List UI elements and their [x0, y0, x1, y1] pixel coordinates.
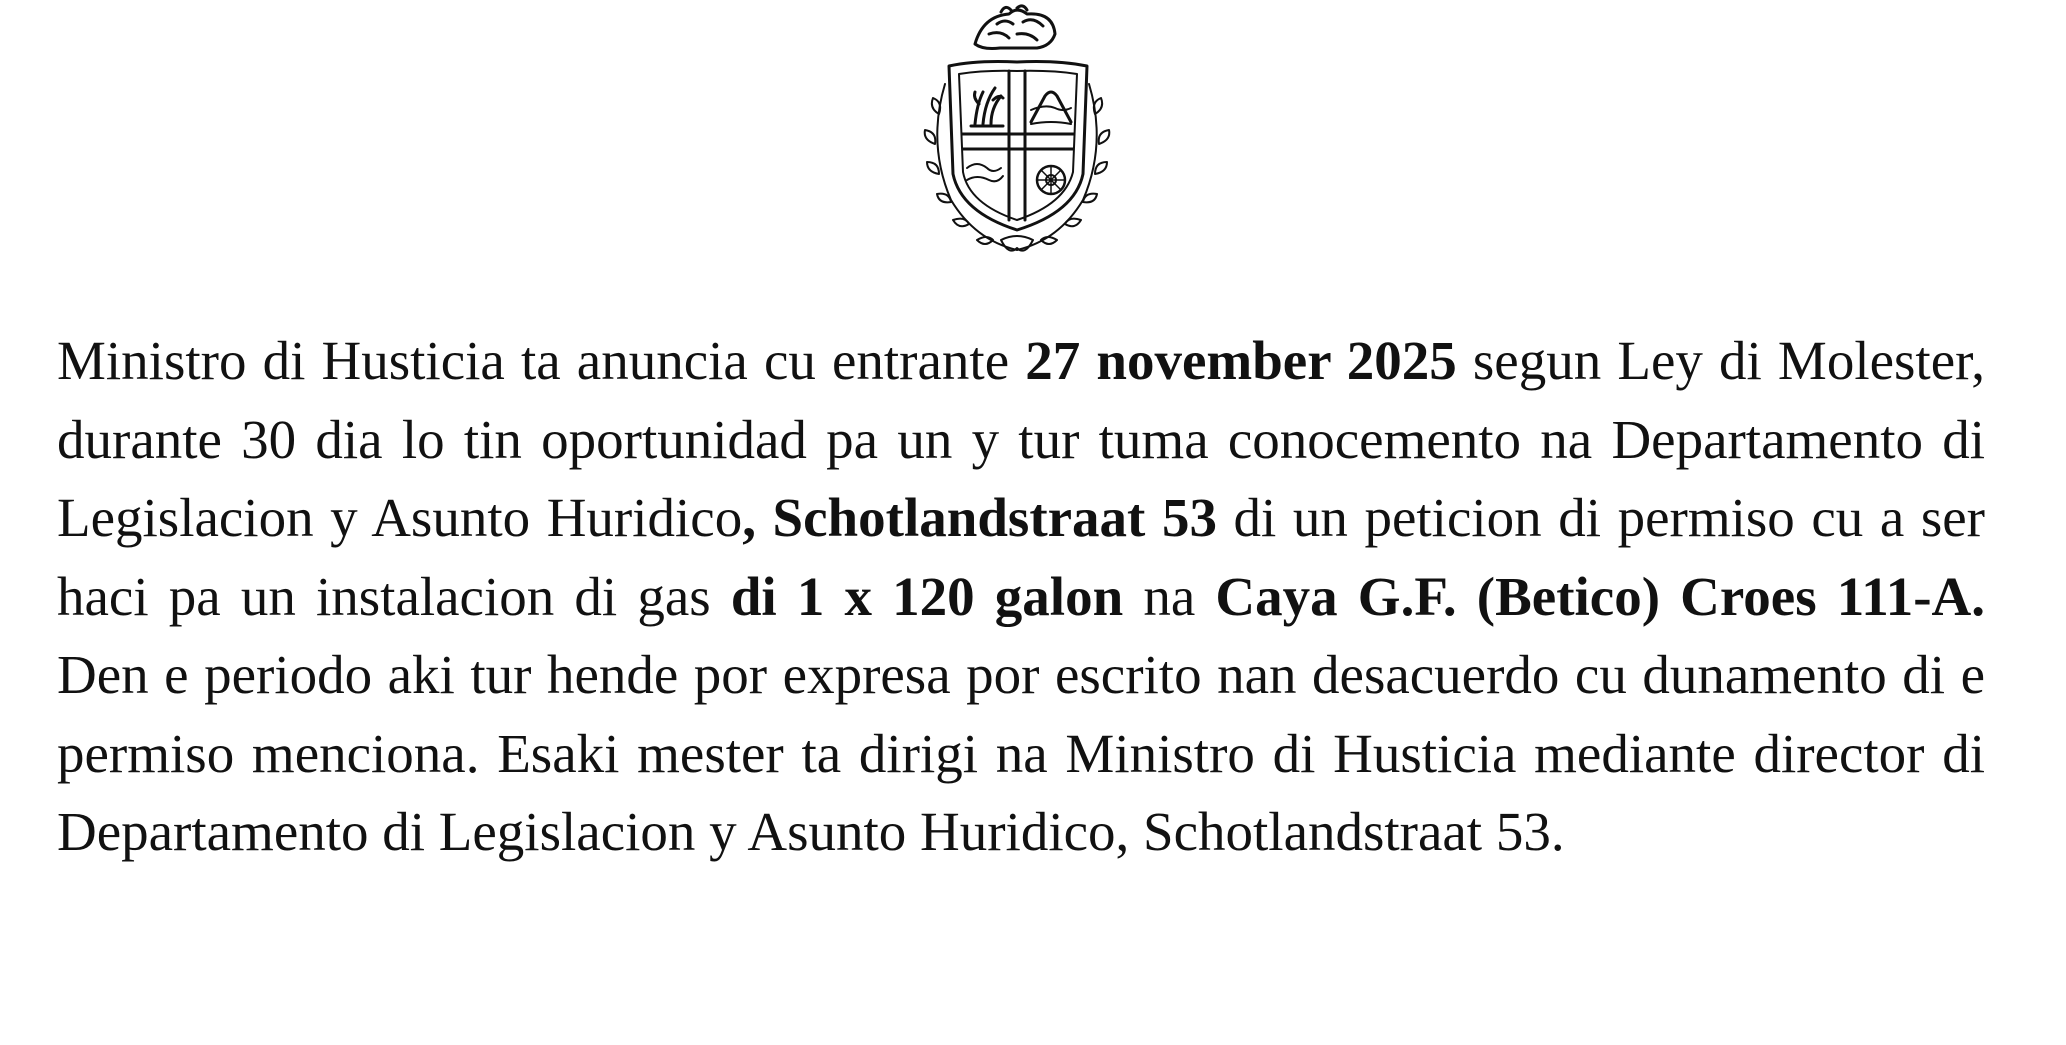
notice-part-4: na	[1123, 565, 1216, 627]
aruba-coat-of-arms-icon	[905, 4, 1130, 262]
notice-part-2: segun Ley di Molester, durante 30 dia lo tin oportunidad pa un y tur tuma conocemento na Departamento di Legislacion y Asunto Huridico	[57, 330, 1985, 548]
notice-date: 27 november 2025	[1025, 330, 1457, 391]
notice-part-1: Ministro di Husticia ta anuncia cu entrante	[57, 330, 1026, 391]
notice-part-3: di un peticion di permiso cu a ser haci pa un instalacion di gas	[57, 487, 1985, 627]
notice-text	[57, 322, 1985, 872]
coat-of-arms	[905, 4, 1130, 262]
notice-part-5: Den e periodo aki tur hende por expresa por escrito nan desacuerdo cu dunamento di e permiso menciona. Esaki mester ta dirigi na Ministro di Husticia mediante director di Departamento di Legislacion y Asunto Huridico, Schotlandstraat 53.	[57, 644, 1985, 862]
notice-address: , Schotlandstraat 53	[742, 487, 1217, 548]
notice-location: Caya G.F. (Betico) Croes 111-A.	[1215, 565, 1985, 627]
notice-installation: di 1 x 120 galon	[730, 565, 1124, 627]
